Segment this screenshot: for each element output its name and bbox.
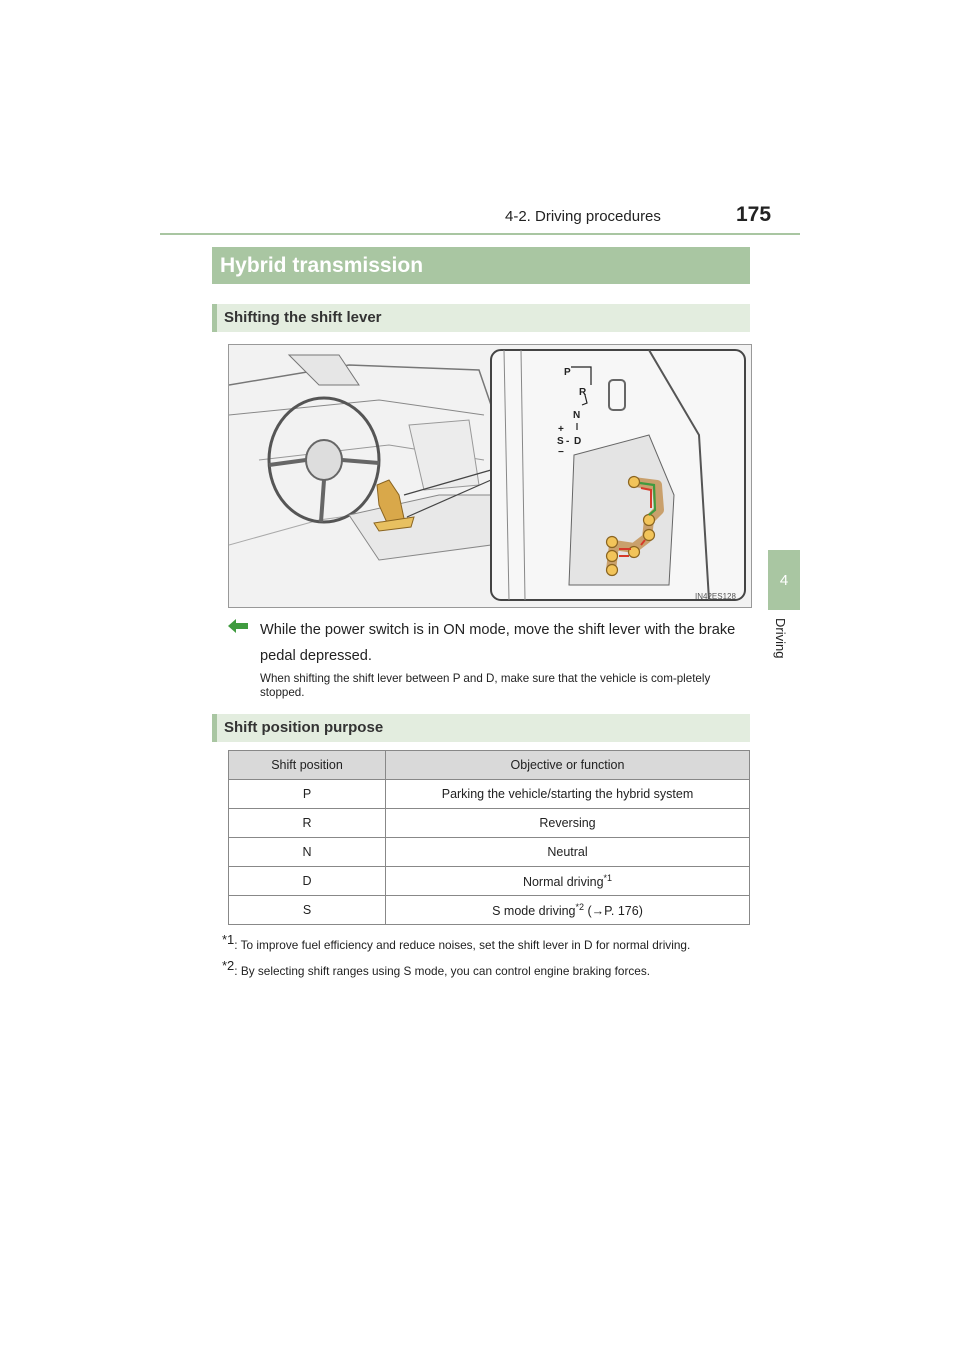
table-row bbox=[229, 809, 750, 838]
gate-label-plus: + bbox=[558, 424, 564, 435]
table-row bbox=[229, 867, 750, 896]
shift-position-cell: N bbox=[229, 838, 386, 867]
table-row bbox=[229, 896, 750, 925]
table-header-row bbox=[229, 751, 750, 780]
page-reference-link[interactable]: (→P. 176) bbox=[587, 904, 643, 919]
gate-label-p: P bbox=[564, 367, 571, 378]
footnote-mark: *1 bbox=[222, 932, 235, 947]
shift-lever-figure bbox=[228, 344, 752, 608]
shift-position-cell: R bbox=[229, 809, 386, 838]
cockpit-illustration bbox=[229, 345, 751, 607]
function-text: Normal driving bbox=[522, 875, 604, 890]
arrow-left-icon bbox=[228, 619, 248, 633]
table-row bbox=[229, 780, 750, 809]
footnote-mark: *2 bbox=[222, 958, 235, 973]
function-cell bbox=[386, 867, 750, 896]
chapter-number: 4 bbox=[779, 571, 789, 589]
subsection-title-purpose: Shift position purpose bbox=[212, 714, 750, 742]
note-text: When shifting the shift lever between P and D, make sure that the vehicle is com-pletely stopped. bbox=[260, 672, 711, 699]
footnote-text: : To improve fuel efficiency and reduce noises, set the shift lever in D for normal driving. bbox=[234, 937, 691, 952]
gate-label-n: N bbox=[573, 410, 581, 421]
footnote-1 bbox=[222, 932, 690, 952]
footnote-mark: *1 bbox=[603, 872, 613, 883]
table-row bbox=[229, 838, 750, 867]
footnote-mark: *2 bbox=[575, 901, 585, 912]
function-cell: Neutral bbox=[386, 838, 750, 867]
running-header: 4-2. Driving procedures bbox=[505, 208, 661, 225]
function-cell: Reversing bbox=[386, 809, 750, 838]
column-header-function: Objective or function bbox=[386, 751, 750, 780]
shift-position-cell: S bbox=[229, 896, 386, 925]
function-cell: Parking the vehicle/starting the hybrid system bbox=[386, 780, 750, 809]
column-header-position: Shift position bbox=[229, 751, 386, 780]
chapter-label: Driving bbox=[773, 618, 788, 659]
shift-position-table bbox=[228, 750, 750, 925]
page-number: 175 bbox=[736, 203, 772, 226]
footnote-text: : By selecting shift ranges using S mode, you can control engine braking forces. bbox=[234, 963, 651, 978]
shift-position-cell: P bbox=[229, 780, 386, 809]
figure-code: IN42ES128 bbox=[695, 592, 736, 601]
section-title: Hybrid transmission bbox=[212, 247, 750, 284]
gate-label-d: D bbox=[574, 436, 582, 447]
gate-label-r: R bbox=[579, 387, 587, 398]
footnote-2 bbox=[222, 958, 650, 978]
shift-position-cell: D bbox=[229, 867, 386, 896]
function-cell bbox=[386, 896, 750, 925]
instruction-text: While the power switch is in ON mode, move the shift lever with the brake pedal depressed. bbox=[260, 622, 736, 664]
gate-label-dash: - bbox=[566, 436, 570, 447]
gate-label-minus: − bbox=[558, 447, 564, 458]
subsection-title-shifting: Shifting the shift lever bbox=[212, 304, 750, 332]
chapter-tab bbox=[768, 550, 800, 610]
function-text: S mode driving bbox=[492, 904, 576, 919]
gate-label-s: S bbox=[557, 436, 564, 447]
header-divider bbox=[160, 233, 800, 235]
